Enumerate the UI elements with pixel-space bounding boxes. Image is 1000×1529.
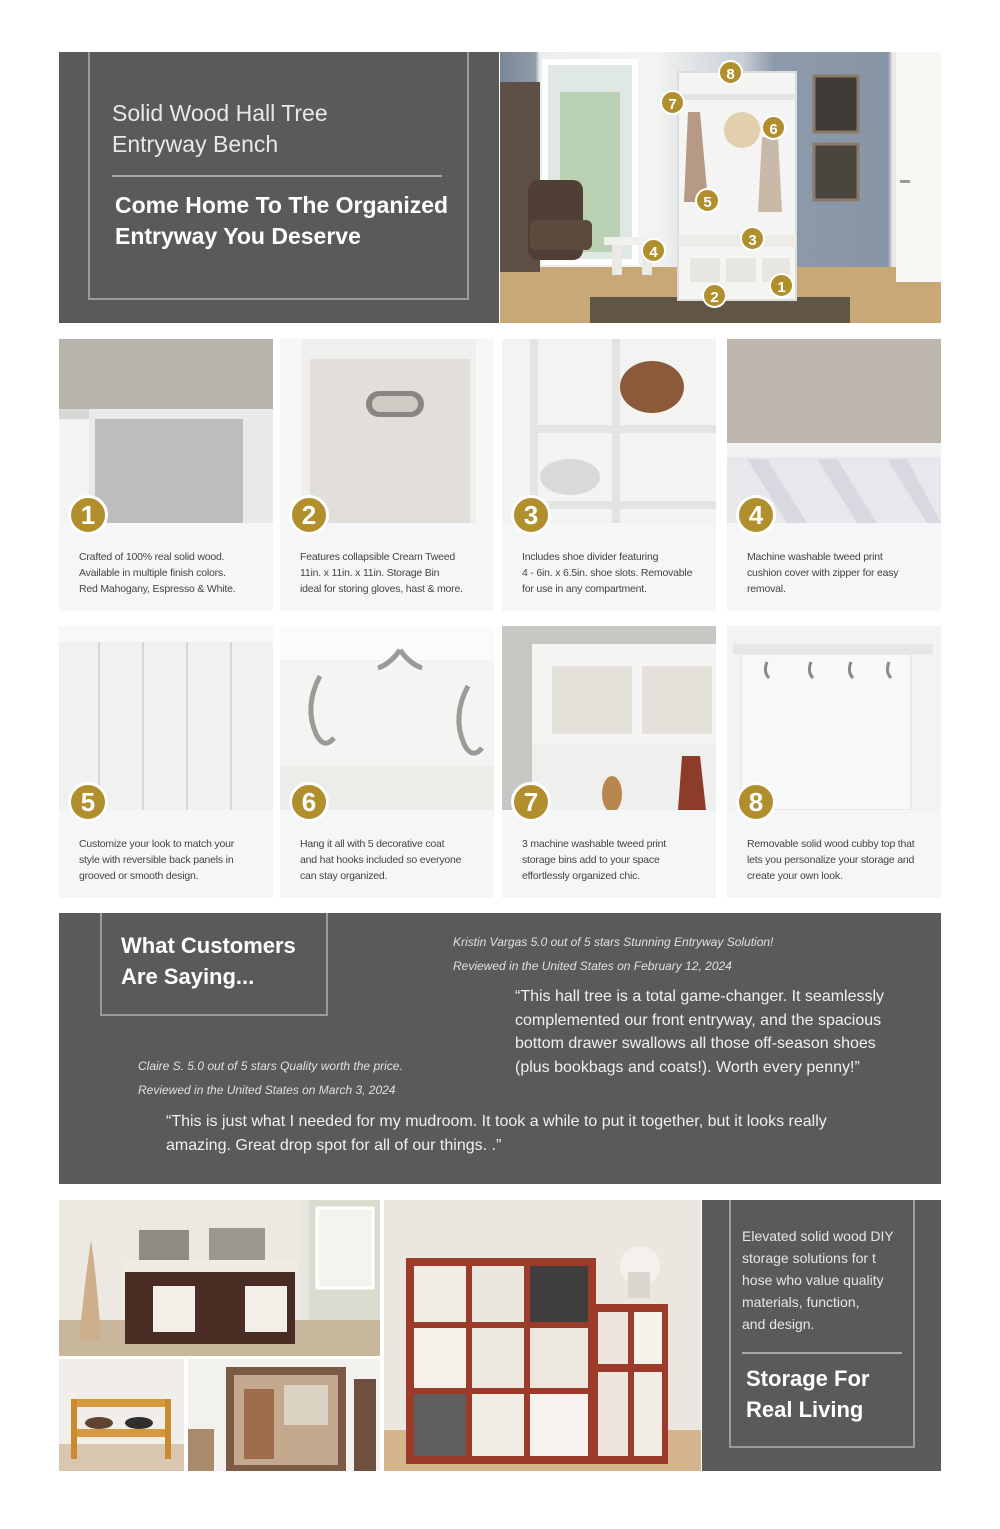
entryway-illustration (500, 52, 941, 323)
feature-line: for use in any compartment. (522, 583, 647, 595)
feature-line: can stay organized. (300, 870, 388, 882)
feature-description (79, 549, 264, 597)
tagline-line: materials, function, (742, 1294, 860, 1310)
hero-divider (112, 175, 442, 177)
feature-line: grooved or smooth design. (79, 870, 199, 882)
hero-subtitle (112, 98, 452, 160)
feature-card (727, 339, 941, 611)
tagline-headline-line: Storage For (746, 1366, 870, 1391)
feature-number-badge: 1 (68, 495, 108, 535)
tagline-line: Elevated solid wood DIY (742, 1228, 894, 1244)
tagline-headline-line: Real Living (746, 1397, 864, 1422)
feature-line: Removable solid wood cubby top that (747, 838, 915, 850)
hero-badge: 3 (740, 226, 765, 251)
feature-line: removal. (747, 583, 786, 595)
reviews-title-line: What Customers (121, 933, 296, 958)
review-meta (138, 1054, 558, 1102)
hero-badge: 7 (660, 90, 685, 115)
shoe-rack-photo (59, 1359, 184, 1471)
review-quote (515, 985, 925, 1079)
feature-number-badge: 4 (736, 495, 776, 535)
feature-number-badge: 3 (511, 495, 551, 535)
feature-line: Machine washable tweed print (747, 551, 883, 563)
feature-line: 3 machine washable tweed print (522, 838, 667, 850)
review-quote-line: “This hall tree is a total game-changer. It seamlessly (515, 988, 885, 1005)
hero-headline-line: Entryway You Deserve (115, 223, 361, 249)
feature-card (502, 626, 716, 898)
tagline-line: hose who value quality (742, 1272, 884, 1288)
review-quote (166, 1110, 926, 1157)
review-quote-line: “This is just what I needed for my mudroom. It took a while to put it together, but it looks really (166, 1113, 827, 1130)
feature-description (522, 836, 707, 884)
feature-card (502, 339, 716, 611)
feature-line: and hat hooks included so everyone (300, 854, 462, 866)
feature-line: storage bins add to your space (522, 854, 660, 866)
tagline-divider (742, 1352, 902, 1354)
feature-line: Hang it all with 5 decorative coat (300, 838, 445, 850)
tagline-headline (746, 1363, 906, 1425)
feature-line: Includes shoe divider featuring (522, 551, 659, 563)
reviews-title (121, 930, 326, 992)
feature-line: Features collapsible Cream Tweed (300, 551, 456, 563)
bench-photo (59, 1200, 380, 1356)
tagline-line: storage solutions for t (742, 1250, 876, 1266)
feature-line: effortlessly organized chic. (522, 870, 640, 882)
feature-description (522, 549, 707, 597)
hero-subtitle-line: Entryway Bench (112, 131, 279, 157)
feature-description (747, 836, 932, 884)
cubby-shelf-photo (384, 1200, 701, 1471)
review-quote-line: bottom drawer swallows all those off-season shoes (515, 1035, 876, 1052)
tagline-text (742, 1225, 912, 1335)
feature-card (727, 626, 941, 898)
review-quote-line: (plus bookbags and coats!). Worth every penny!” (515, 1058, 860, 1076)
hero-badge: 2 (702, 283, 727, 308)
feature-line: 11in. x 11in. x 11in. Storage Bin (300, 567, 440, 579)
feature-line: Crafted of 100% real solid wood. (79, 551, 225, 563)
feature-description (300, 549, 485, 597)
review-date: Reviewed in the United States on March 3, 2024 (138, 1083, 396, 1097)
hero-badge: 5 (695, 188, 720, 213)
review-date: Reviewed in the United States on February 12, 2024 (453, 959, 732, 973)
feature-line: lets you personalize your storage and (747, 854, 915, 866)
hero-badge: 6 (761, 115, 786, 140)
review-meta (453, 930, 913, 978)
feature-line: Red Mahogany, Espresso & White. (79, 583, 236, 595)
feature-number-badge: 5 (68, 782, 108, 822)
feature-number-badge: 8 (736, 782, 776, 822)
feature-card (59, 339, 273, 611)
review-quote-line: complemented our front entryway, and the spacious (515, 1011, 882, 1029)
feature-card (280, 339, 494, 611)
feature-line: cushion cover with zipper for easy (747, 567, 899, 579)
feature-line: Customize your look to match your (79, 838, 235, 850)
closet-photo (188, 1359, 380, 1471)
feature-line: 4 - 6in. x 6.5in. shoe slots. Removable (522, 567, 693, 579)
hero-headline-line: Come Home To The Organized (115, 192, 449, 218)
feature-description (79, 836, 264, 884)
review-quote-line: amazing. Great drop spot for all of our things. .” (166, 1136, 502, 1154)
feature-number-badge: 6 (289, 782, 329, 822)
feature-line: ideal for storing gloves, hast & more. (300, 583, 463, 595)
hero-badge: 1 (769, 273, 794, 298)
feature-card (280, 626, 494, 898)
feature-number-badge: 2 (289, 495, 329, 535)
hero-subtitle-line: Solid Wood Hall Tree (112, 100, 328, 126)
tagline-line: and design. (742, 1316, 815, 1332)
feature-line: style with reversible back panels in (79, 854, 234, 866)
feature-number-badge: 7 (511, 782, 551, 822)
hero-badge: 8 (718, 60, 743, 85)
feature-description (747, 549, 932, 597)
feature-line: create your own look. (747, 870, 843, 882)
feature-card (59, 626, 273, 898)
hero-entryway-photo (500, 52, 941, 323)
feature-line: Available in multiple finish colors. (79, 567, 226, 579)
reviews-title-line: Are Saying... (121, 964, 255, 989)
hero-badge: 4 (641, 238, 666, 263)
review-author-rating: Claire S. 5.0 out of 5 stars Quality worth the price. (138, 1059, 403, 1073)
hero-headline (115, 190, 465, 252)
feature-description (300, 836, 485, 884)
review-author-rating: Kristin Vargas 5.0 out of 5 stars Stunning Entryway Solution! (453, 935, 774, 949)
